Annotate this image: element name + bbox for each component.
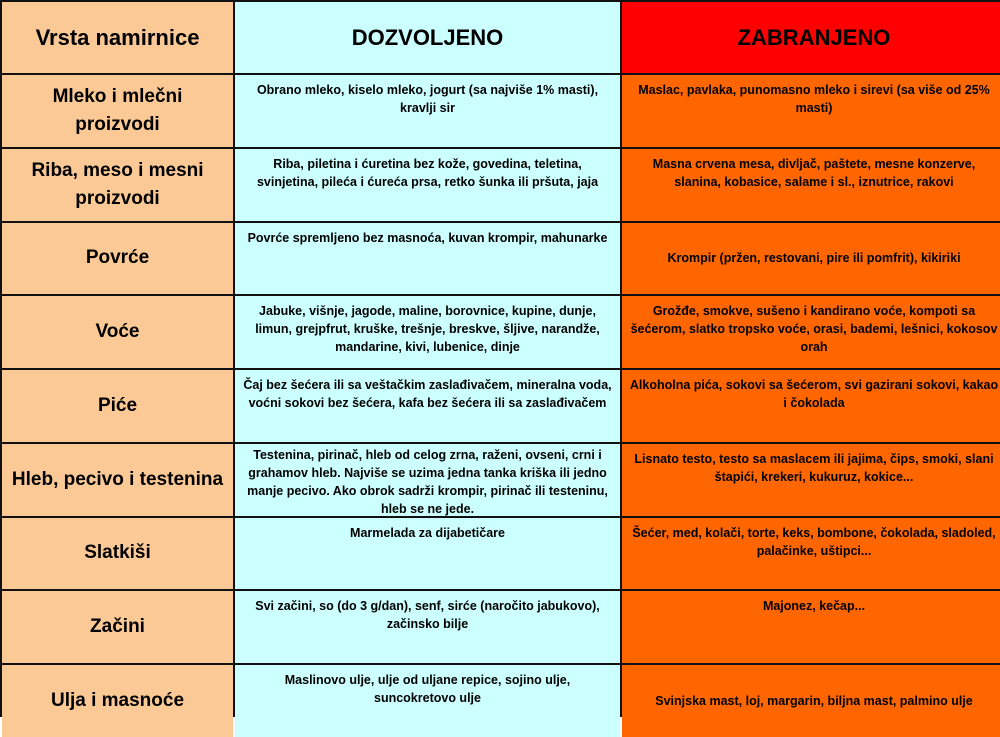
forbidden-cell: Krompir (pržen, restovani, pire ili pomfrit), kikiriki bbox=[622, 223, 1000, 295]
allowed-cell: Riba, piletina i ćuretina bez kože, govedina, teletina, svinjetina, pileća i ćureća prsa, retko šunka ili pršuta, jaja bbox=[235, 149, 620, 221]
header-forbidden: ZABRANJENO bbox=[622, 2, 1000, 73]
forbidden-cell: Grožđe, smokve, sušeno i kandirano voće, kompoti sa šećerom, slatko tropsko voće, orasi, bademi, lešnici, kokosov orah bbox=[622, 296, 1000, 368]
category-cell: Začini bbox=[2, 591, 233, 663]
forbidden-cell: Maslac, pavlaka, punomasno mleko i sirevi (sa više od 25% masti) bbox=[622, 75, 1000, 147]
category-cell: Piće bbox=[2, 370, 233, 442]
category-cell: Ulja i masnoće bbox=[2, 665, 233, 737]
category-cell: Hleb, pecivo i testenina bbox=[2, 444, 233, 516]
category-cell: Mleko i mlečni proizvodi bbox=[2, 75, 233, 147]
category-cell: Slatkiši bbox=[2, 518, 233, 590]
allowed-cell: Jabuke, višnje, jagode, maline, borovnice, kupine, dunje, limun, grejpfrut, kruške, trešnje, breskve, šljive, narandže, mandarine, kivi, lubenice, dinje bbox=[235, 296, 620, 368]
allowed-cell: Obrano mleko, kiselo mleko, jogurt (sa najviše 1% masti), kravlji sir bbox=[235, 75, 620, 147]
header-category: Vrsta namirnice bbox=[2, 2, 233, 73]
forbidden-cell: Lisnato testo, testo sa maslacem ili jajima, čips, smoki, slani štapići, krekeri, kukuruz, kokice... bbox=[622, 444, 1000, 516]
forbidden-cell: Alkoholna pića, sokovi sa šećerom, svi gazirani sokovi, kakao i čokolada bbox=[622, 370, 1000, 442]
allowed-cell: Svi začini, so (do 3 g/dan), senf, sirće (naročito jabukovo), začinsko bilje bbox=[235, 591, 620, 663]
allowed-cell: Čaj bez šećera ili sa veštačkim zaslađivačem, mineralna voda, voćni sokovi bez šećera, kafa bez šećera ili sa zaslađivačem bbox=[235, 370, 620, 442]
category-cell: Riba, meso i mesni proizvodi bbox=[2, 149, 233, 221]
allowed-cell: Povrće spremljeno bez masnoća, kuvan krompir, mahunarke bbox=[235, 223, 620, 295]
forbidden-cell: Šećer, med, kolači, torte, keks, bombone, čokolada, sladoled, palačinke, uštipci... bbox=[622, 518, 1000, 590]
forbidden-cell: Masna crvena mesa, divljač, paštete, mesne konzerve, slanina, kobasice, salame i sl., iznutrice, rakovi bbox=[622, 149, 1000, 221]
header-allowed: DOZVOLJENO bbox=[235, 2, 620, 73]
category-cell: Povrće bbox=[2, 223, 233, 295]
allowed-cell: Marmelada za dijabetičare bbox=[235, 518, 620, 590]
forbidden-cell: Majonez, kečap... bbox=[622, 591, 1000, 663]
forbidden-cell: Svinjska mast, loj, margarin, biljna mast, palmino ulje bbox=[622, 665, 1000, 737]
category-cell: Voće bbox=[2, 296, 233, 368]
allowed-cell: Maslinovo ulje, ulje od uljane repice, sojino ulje, suncokretovo ulje bbox=[235, 665, 620, 737]
allowed-cell: Testenina, pirinač, hleb od celog zrna, raženi, ovseni, crni i grahamov hleb. Najviše se uzima jedna tanka kriška ili jedno manje pecivo. Ako obrok sadrži krompir, pirinač ili testeninu, hleb se ne jede. bbox=[235, 444, 620, 516]
